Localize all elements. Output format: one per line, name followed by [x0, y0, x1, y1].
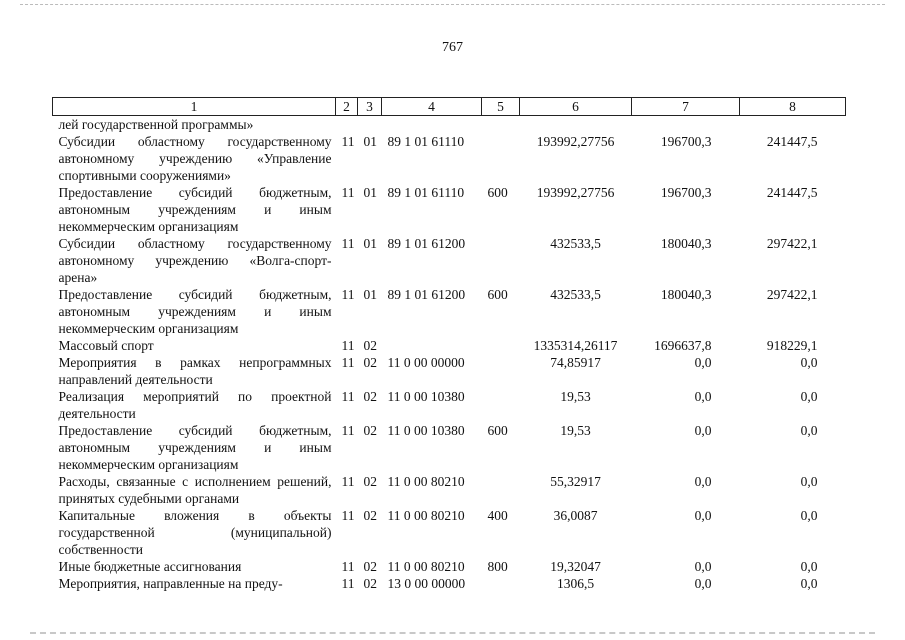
table-row [53, 235, 846, 286]
row-amount-col8-cell: 0,0 [800, 389, 818, 404]
row-amount-col7-cell: 1696637,8 [654, 338, 712, 353]
row-subsection-cell: 01 [363, 236, 377, 251]
row-amount-col7-cell: 196700,3 [660, 185, 712, 200]
row-amount-col7-cell: 0,0 [694, 576, 712, 591]
row-section-cell: 11 [341, 474, 355, 489]
table-body [53, 116, 846, 593]
row-amount-col8-cell: 0,0 [800, 355, 818, 370]
row-subsection-cell: 02 [363, 474, 377, 489]
row-section-cell: 11 [341, 559, 355, 574]
header-col-3: 3 [358, 98, 382, 116]
table-row [53, 422, 846, 473]
row-section-cell [336, 116, 358, 134]
bottom-scan-border [30, 632, 875, 634]
row-subsection-cell: 01 [363, 134, 377, 149]
header-col-5: 5 [482, 98, 520, 116]
header-col-7: 7 [632, 98, 740, 116]
row-amount-col8-cell: 0,0 [800, 559, 818, 574]
row-name-cell: Иные бюджетные ассигнования [58, 559, 242, 574]
page-number: 767 [442, 40, 463, 55]
row-amount-col7-cell: 196700,3 [660, 134, 712, 149]
row-amount-col7-cell: 180040,3 [660, 287, 712, 302]
header-col-4: 4 [382, 98, 482, 116]
row-target-article-cell: 11 0 00 10380 [387, 389, 465, 404]
row-amount-col6-cell [520, 116, 632, 134]
row-amount-col6-cell: 19,53 [560, 423, 591, 438]
row-target-article-cell: 89 1 01 61110 [387, 185, 465, 200]
row-subsection-cell: 01 [363, 185, 377, 200]
row-expense-type-cell: 600 [487, 185, 508, 200]
row-subsection-cell: 02 [363, 576, 377, 591]
row-target-article-cell: 11 0 00 00000 [387, 355, 465, 370]
table-row [53, 558, 846, 575]
row-amount-col8-cell: 0,0 [800, 508, 818, 523]
row-name-cell: Расходы, связанные с исполнением решений, принятых судебными органами [58, 474, 332, 506]
table-row [53, 473, 846, 507]
row-expense-type-cell [482, 388, 520, 422]
row-amount-col8-cell: 0,0 [800, 474, 818, 489]
row-name-cell: Субсидии областному государственному автономному учреждению «Управление спортивными сооружениями» [58, 134, 332, 183]
row-expense-type-cell [482, 473, 520, 507]
row-name-cell: Мероприятия в рамках непрограммных направлений деятельности [58, 355, 332, 387]
header-col-8: 8 [740, 98, 846, 116]
row-amount-col6-cell: 193992,27756 [536, 185, 615, 200]
row-target-article-cell: 11 0 00 80210 [387, 559, 465, 574]
header-col-1: 1 [53, 98, 336, 116]
row-subsection-cell [358, 116, 382, 134]
row-amount-col6-cell: 193992,27756 [536, 134, 615, 149]
table-row [53, 337, 846, 354]
table-row [53, 286, 846, 337]
row-section-cell: 11 [341, 355, 355, 370]
row-amount-col8-cell: 918229,1 [766, 338, 818, 353]
row-target-article-cell: 89 1 01 61200 [387, 287, 466, 302]
row-subsection-cell: 02 [363, 389, 377, 404]
row-section-cell: 11 [341, 389, 355, 404]
row-amount-col8-cell: 297422,1 [766, 287, 818, 302]
row-target-article-cell: 13 0 00 00000 [387, 576, 466, 591]
row-section-cell: 11 [341, 576, 355, 591]
row-expense-type-cell: 600 [487, 287, 508, 302]
row-subsection-cell: 02 [363, 508, 377, 523]
table-row [53, 116, 846, 134]
row-amount-col6-cell: 432533,5 [550, 287, 601, 302]
row-expense-type-cell: 400 [487, 508, 508, 523]
row-expense-type-cell [482, 133, 520, 184]
row-subsection-cell: 01 [363, 287, 377, 302]
row-target-article-cell [382, 337, 482, 354]
row-section-cell: 11 [341, 423, 355, 438]
row-target-article-cell: 11 0 00 80210 [387, 474, 465, 489]
row-amount-col6-cell: 432533,5 [550, 236, 601, 251]
row-amount-col7-cell: 0,0 [694, 389, 712, 404]
row-amount-col7-cell: 0,0 [694, 508, 712, 523]
row-target-article-cell: 11 0 00 10380 [387, 423, 465, 438]
row-name-cell: Предоставление субсидий бюджетным, автономным учреждениям и иным некоммерческим организациям [58, 423, 332, 472]
table-row [53, 507, 846, 558]
row-amount-col7-cell [632, 116, 740, 134]
header-row [53, 98, 846, 116]
row-subsection-cell: 02 [363, 355, 377, 370]
row-section-cell: 11 [341, 508, 355, 523]
row-amount-col7-cell: 0,0 [694, 474, 712, 489]
row-amount-col6-cell: 19,32047 [550, 559, 601, 574]
row-target-article-cell: 11 0 00 80210 [387, 508, 465, 523]
row-subsection-cell: 02 [363, 423, 377, 438]
row-amount-col8-cell [740, 116, 846, 134]
row-amount-col6-cell: 74,85917 [550, 355, 601, 370]
row-section-cell: 11 [341, 338, 355, 353]
top-scan-border [20, 4, 885, 5]
row-name-cell: Предоставление субсидий бюджетным, автономным учреждениям и иным некоммерческим организациям [58, 185, 332, 234]
row-name-cell: Субсидии областному государственному автономному учреждению «Волга-спорт-арена» [58, 236, 332, 285]
row-target-article-cell: 89 1 01 61200 [387, 236, 466, 251]
row-expense-type-cell: 800 [487, 559, 508, 574]
row-subsection-cell: 02 [363, 559, 377, 574]
row-amount-col7-cell: 0,0 [694, 423, 712, 438]
row-amount-col6-cell: 36,0087 [553, 508, 598, 523]
row-amount-col8-cell: 297422,1 [766, 236, 818, 251]
row-section-cell: 11 [341, 185, 355, 200]
row-amount-col7-cell: 180040,3 [660, 236, 712, 251]
row-expense-type-cell [482, 354, 520, 388]
row-name-cell: лей государственной программы» [58, 117, 254, 132]
row-expense-type-cell [482, 337, 520, 354]
table-row [53, 184, 846, 235]
row-amount-col7-cell: 0,0 [694, 355, 712, 370]
row-expense-type-cell [482, 116, 520, 134]
row-expense-type-cell [482, 235, 520, 286]
table-row [53, 575, 846, 592]
row-subsection-cell: 02 [363, 338, 377, 353]
row-section-cell: 11 [341, 287, 355, 302]
row-expense-type-cell: 600 [487, 423, 508, 438]
table-row [53, 388, 846, 422]
header-col-6: 6 [520, 98, 632, 116]
row-name-cell: Реализация мероприятий по проектной деятельности [58, 389, 332, 421]
row-name-cell: Предоставление субсидий бюджетным, автономным учреждениям и иным некоммерческим организациям [58, 287, 332, 336]
row-amount-col8-cell: 0,0 [800, 576, 818, 591]
row-name-cell: Капитальные вложения в объекты государственной (муниципальной) собственности [58, 508, 332, 557]
row-amount-col7-cell: 0,0 [694, 559, 712, 574]
row-target-article-cell [382, 116, 482, 134]
row-section-cell: 11 [341, 236, 355, 251]
row-amount-col6-cell: 1335314,26117 [533, 338, 618, 353]
table-row [53, 354, 846, 388]
row-amount-col6-cell: 19,53 [560, 389, 591, 404]
row-amount-col8-cell: 241447,5 [766, 185, 818, 200]
row-name-cell: Мероприятия, направленные на преду- [58, 576, 283, 591]
row-amount-col8-cell: 241447,5 [766, 134, 818, 149]
row-expense-type-cell [482, 575, 520, 592]
row-section-cell: 11 [341, 134, 355, 149]
row-amount-col8-cell: 0,0 [800, 423, 818, 438]
row-name-cell: Массовый спорт [58, 338, 154, 353]
row-target-article-cell: 89 1 01 61110 [387, 134, 465, 149]
row-amount-col6-cell: 1306,5 [556, 576, 595, 591]
row-amount-col6-cell: 55,32917 [550, 474, 601, 489]
header-col-2: 2 [336, 98, 358, 116]
table-row [53, 133, 846, 184]
budget-table [52, 97, 846, 592]
